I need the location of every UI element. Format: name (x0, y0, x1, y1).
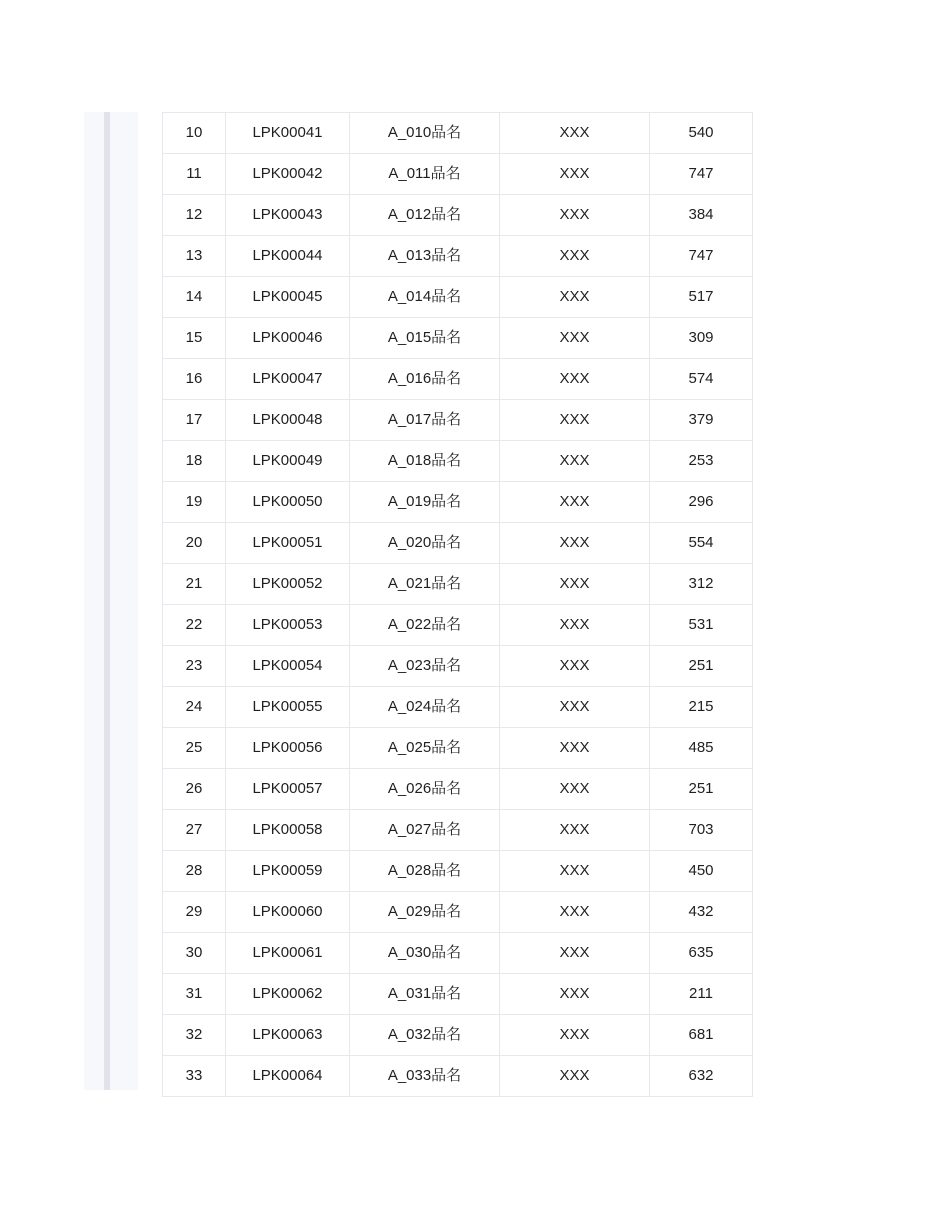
row-number-cell: 18 (163, 441, 226, 482)
quantity-cell: 574 (650, 359, 753, 400)
item-code-cell: LPK00048 (226, 400, 350, 441)
item-code-cell: LPK00059 (226, 851, 350, 892)
spec-cell: XXX (500, 974, 650, 1015)
quantity-cell: 379 (650, 400, 753, 441)
table-row (163, 810, 753, 851)
row-number-cell: 15 (163, 318, 226, 359)
item-code-cell: LPK00050 (226, 482, 350, 523)
item-code-cell: LPK00046 (226, 318, 350, 359)
spec-cell: XXX (500, 1056, 650, 1097)
item-name-cell: A_026品名 (350, 769, 500, 810)
item-name-cell: A_027品名 (350, 810, 500, 851)
spec-cell: XXX (500, 933, 650, 974)
table-row (163, 728, 753, 769)
quantity-cell: 632 (650, 1056, 753, 1097)
item-code-cell: LPK00044 (226, 236, 350, 277)
table-row (163, 154, 753, 195)
item-code-cell: LPK00060 (226, 892, 350, 933)
item-code-cell: LPK00056 (226, 728, 350, 769)
item-code-cell: LPK00053 (226, 605, 350, 646)
table-row (163, 482, 753, 523)
item-name-cell: A_030品名 (350, 933, 500, 974)
item-code-cell: LPK00042 (226, 154, 350, 195)
spec-cell: XXX (500, 113, 650, 154)
table-row (163, 523, 753, 564)
spec-cell: XXX (500, 277, 650, 318)
spec-cell: XXX (500, 441, 650, 482)
spec-cell: XXX (500, 195, 650, 236)
item-name-cell: A_011品名 (350, 154, 500, 195)
quantity-cell: 432 (650, 892, 753, 933)
table-body (163, 113, 753, 1097)
item-code-cell: LPK00052 (226, 564, 350, 605)
item-code-cell: LPK00061 (226, 933, 350, 974)
table-row (163, 195, 753, 236)
item-name-cell: A_024品名 (350, 687, 500, 728)
row-number-cell: 17 (163, 400, 226, 441)
quantity-cell: 681 (650, 1015, 753, 1056)
spec-cell: XXX (500, 892, 650, 933)
item-name-cell: A_014品名 (350, 277, 500, 318)
spec-cell: XXX (500, 769, 650, 810)
row-number-cell: 26 (163, 769, 226, 810)
spec-cell: XXX (500, 564, 650, 605)
spec-cell: XXX (500, 400, 650, 441)
quantity-cell: 517 (650, 277, 753, 318)
quantity-cell: 747 (650, 236, 753, 277)
spec-cell: XXX (500, 605, 650, 646)
row-number-cell: 31 (163, 974, 226, 1015)
item-name-cell: A_019品名 (350, 482, 500, 523)
row-number-cell: 14 (163, 277, 226, 318)
row-number-cell: 20 (163, 523, 226, 564)
spec-cell: XXX (500, 646, 650, 687)
spec-cell: XXX (500, 523, 650, 564)
item-name-cell: A_029品名 (350, 892, 500, 933)
item-name-cell: A_018品名 (350, 441, 500, 482)
table-row (163, 359, 753, 400)
item-code-cell: LPK00045 (226, 277, 350, 318)
quantity-cell: 485 (650, 728, 753, 769)
item-name-cell: A_010品名 (350, 113, 500, 154)
row-number-cell: 13 (163, 236, 226, 277)
table-row (163, 113, 753, 154)
item-name-cell: A_022品名 (350, 605, 500, 646)
row-number-cell: 23 (163, 646, 226, 687)
item-name-cell: A_013品名 (350, 236, 500, 277)
spec-cell: XXX (500, 810, 650, 851)
item-code-cell: LPK00049 (226, 441, 350, 482)
quantity-cell: 211 (650, 974, 753, 1015)
quantity-cell: 554 (650, 523, 753, 564)
item-code-cell: LPK00063 (226, 1015, 350, 1056)
item-code-cell: LPK00064 (226, 1056, 350, 1097)
item-name-cell: A_015品名 (350, 318, 500, 359)
quantity-cell: 747 (650, 154, 753, 195)
table-row (163, 1056, 753, 1097)
spec-cell: XXX (500, 154, 650, 195)
quantity-cell: 635 (650, 933, 753, 974)
table-row (163, 1015, 753, 1056)
table-row (163, 564, 753, 605)
item-code-cell: LPK00057 (226, 769, 350, 810)
quantity-cell: 253 (650, 441, 753, 482)
table-row (163, 687, 753, 728)
spec-cell: XXX (500, 851, 650, 892)
table-row (163, 236, 753, 277)
item-code-cell: LPK00062 (226, 974, 350, 1015)
side-panel (84, 112, 138, 1090)
spec-cell: XXX (500, 482, 650, 523)
quantity-cell: 312 (650, 564, 753, 605)
row-number-cell: 25 (163, 728, 226, 769)
quantity-cell: 215 (650, 687, 753, 728)
spec-cell: XXX (500, 236, 650, 277)
item-name-cell: A_017品名 (350, 400, 500, 441)
quantity-cell: 296 (650, 482, 753, 523)
quantity-cell: 703 (650, 810, 753, 851)
item-name-cell: A_021品名 (350, 564, 500, 605)
item-name-cell: A_025品名 (350, 728, 500, 769)
row-number-cell: 29 (163, 892, 226, 933)
quantity-cell: 531 (650, 605, 753, 646)
item-code-cell: LPK00054 (226, 646, 350, 687)
spec-cell: XXX (500, 1015, 650, 1056)
quantity-cell: 251 (650, 769, 753, 810)
table-row (163, 974, 753, 1015)
item-code-cell: LPK00055 (226, 687, 350, 728)
row-number-cell: 11 (163, 154, 226, 195)
item-code-cell: LPK00043 (226, 195, 350, 236)
item-name-cell: A_023品名 (350, 646, 500, 687)
quantity-cell: 384 (650, 195, 753, 236)
table-row (163, 400, 753, 441)
row-number-cell: 33 (163, 1056, 226, 1097)
row-number-cell: 24 (163, 687, 226, 728)
table-row (163, 318, 753, 359)
item-name-cell: A_032品名 (350, 1015, 500, 1056)
item-name-cell: A_016品名 (350, 359, 500, 400)
table-row (163, 605, 753, 646)
row-number-cell: 28 (163, 851, 226, 892)
item-name-cell: A_012品名 (350, 195, 500, 236)
data-table (162, 112, 753, 1097)
spec-cell: XXX (500, 687, 650, 728)
item-code-cell: LPK00047 (226, 359, 350, 400)
row-number-cell: 27 (163, 810, 226, 851)
spec-cell: XXX (500, 359, 650, 400)
table-row (163, 933, 753, 974)
item-name-cell: A_028品名 (350, 851, 500, 892)
item-code-cell: LPK00041 (226, 113, 350, 154)
row-number-cell: 22 (163, 605, 226, 646)
row-number-cell: 12 (163, 195, 226, 236)
quantity-cell: 309 (650, 318, 753, 359)
item-name-cell: A_033品名 (350, 1056, 500, 1097)
row-number-cell: 21 (163, 564, 226, 605)
table-row (163, 441, 753, 482)
table-row (163, 851, 753, 892)
row-number-cell: 32 (163, 1015, 226, 1056)
row-number-cell: 30 (163, 933, 226, 974)
table-row (163, 646, 753, 687)
spec-cell: XXX (500, 728, 650, 769)
quantity-cell: 450 (650, 851, 753, 892)
table-row (163, 277, 753, 318)
table-row (163, 769, 753, 810)
row-number-cell: 16 (163, 359, 226, 400)
side-divider-bar (104, 112, 110, 1090)
data-table-container (162, 112, 752, 1097)
row-number-cell: 10 (163, 113, 226, 154)
row-number-cell: 19 (163, 482, 226, 523)
table-row (163, 892, 753, 933)
quantity-cell: 540 (650, 113, 753, 154)
quantity-cell: 251 (650, 646, 753, 687)
item-name-cell: A_031品名 (350, 974, 500, 1015)
spec-cell: XXX (500, 318, 650, 359)
item-name-cell: A_020品名 (350, 523, 500, 564)
item-code-cell: LPK00051 (226, 523, 350, 564)
item-code-cell: LPK00058 (226, 810, 350, 851)
